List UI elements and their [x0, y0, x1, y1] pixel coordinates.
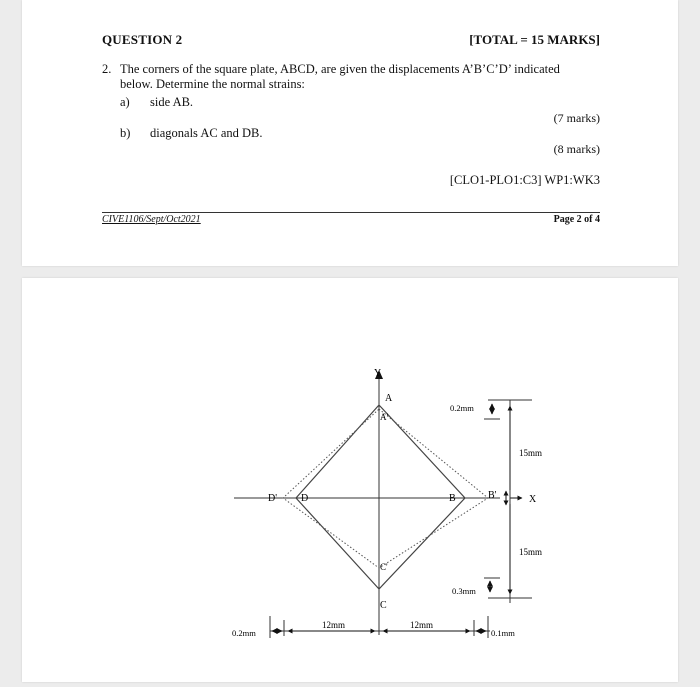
- total-marks: [TOTAL = 15 MARKS]: [469, 32, 600, 47]
- dim-right-offset-label: 0.1mm: [491, 628, 515, 638]
- point-a-label: A: [385, 393, 393, 404]
- part-b: [120, 126, 263, 141]
- dim-left-offset-label: 0.2mm: [232, 628, 256, 638]
- point-a-prime-label: A': [380, 412, 389, 422]
- question-title: QUESTION 2: [102, 32, 183, 47]
- dim-bottom-offset-label: 0.3mm: [452, 586, 476, 596]
- question-page: [22, 0, 678, 266]
- point-b-label: B: [449, 493, 456, 504]
- diagram-page: [22, 278, 678, 682]
- part-b-marks: (8 marks): [553, 142, 600, 156]
- footer-page-number: Page 2 of 4: [553, 214, 600, 225]
- question-text-line2: below. Determine the normal strains:: [120, 77, 305, 91]
- point-c-label: C: [380, 600, 387, 611]
- part-a-label: a): [120, 95, 130, 109]
- part-b-label: b): [120, 126, 131, 140]
- deformed-square-a-b-c-d-prime: [283, 409, 488, 568]
- dim-top-offset-label: 0.2mm: [450, 403, 474, 413]
- footer-divider: [102, 212, 600, 213]
- part-a: [120, 95, 193, 110]
- displacement-diagram: [22, 278, 678, 682]
- part-a-text: side AB.: [150, 95, 194, 109]
- clo-reference: [CLO1-PLO1:C3] WP1:WK3: [449, 173, 600, 187]
- y-axis-label: Y: [374, 368, 382, 379]
- point-b-prime-label: B': [488, 490, 497, 501]
- point-d-label: D: [301, 493, 309, 504]
- footer-course-code: CIVE1106/Sept/Oct2021: [102, 214, 201, 225]
- point-d-prime-label: D': [268, 493, 278, 504]
- part-b-text: diagonals AC and DB.: [150, 126, 263, 140]
- x-axis-label: X: [529, 494, 537, 505]
- question-text: [102, 62, 602, 92]
- point-c-prime-label: C': [380, 562, 388, 572]
- question-number: 2.: [102, 62, 112, 76]
- part-a-marks: (7 marks): [553, 111, 600, 125]
- dim-right-half-label: 12mm: [410, 620, 434, 630]
- dim-upper-half-label: 15mm: [519, 448, 543, 458]
- dim-left-half-label: 12mm: [322, 620, 346, 630]
- question-text-line1: The corners of the square plate, ABCD, are given the displacements A’B’C’D’ indicated: [120, 62, 560, 76]
- dim-lower-half-label: 15mm: [519, 547, 543, 557]
